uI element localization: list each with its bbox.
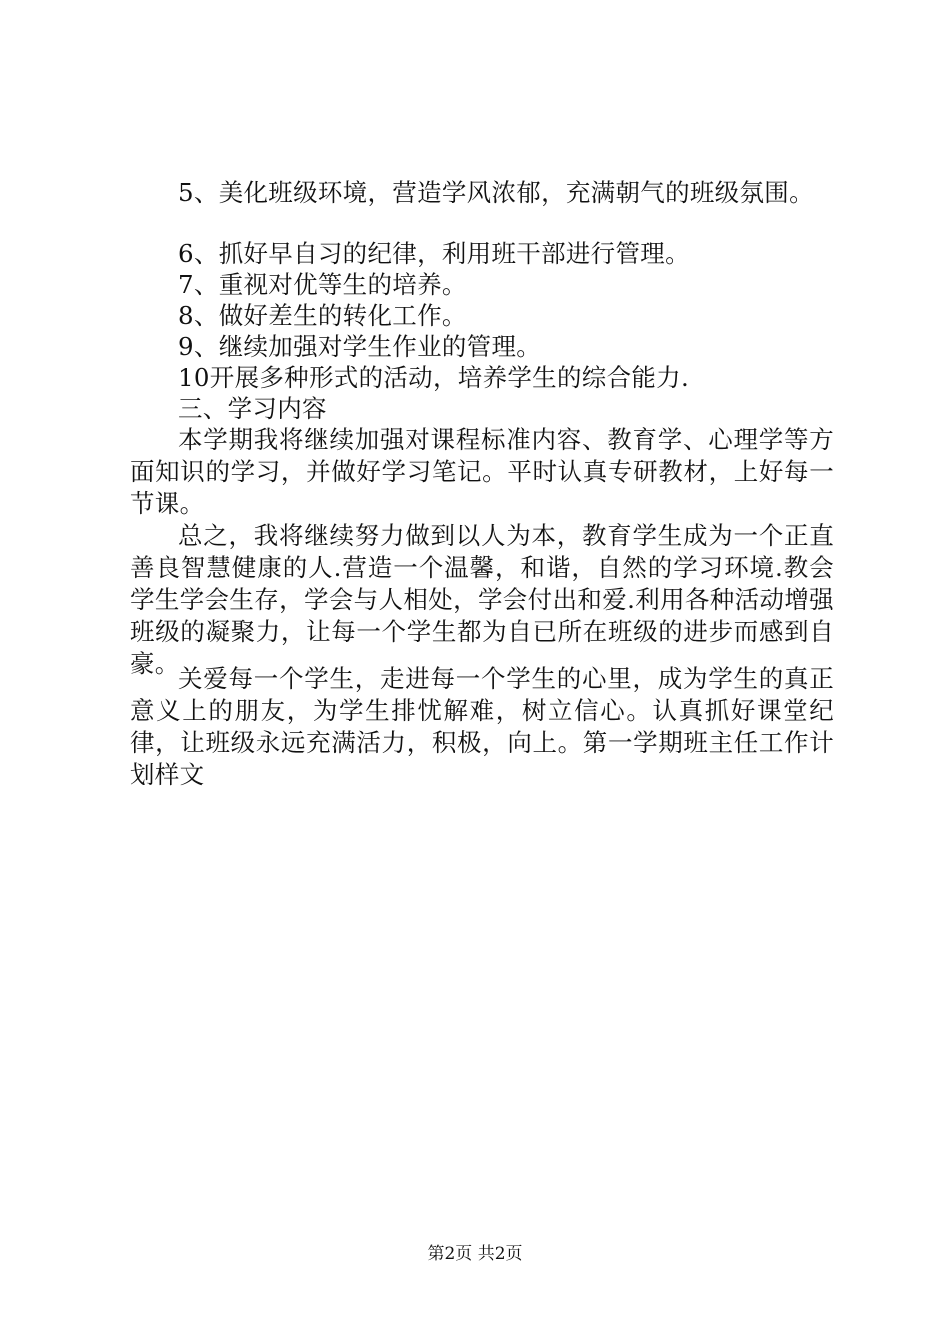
paragraph-summary: 总之，我将继续努力做到以人为本，教育学生成为一个正直善良智慧健康的人.营造一个温馨，和谐，自然的学习环境.教会学生学会生存，学会与人相处，学会付出和爱.利用各种活动增强班级的凝聚力，让每一个学生都为自已所在班级的进步而感到自豪。 [130, 521, 834, 678]
list-item: 5、美化班级环境，营造学风浓郁，充满朝气的班级氛围。 [178, 178, 814, 207]
section-heading: 三、学习内容 [178, 394, 327, 423]
paragraph-study: 本学期我将继续加强对课程标准内容、教育学、心理学等方面知识的学习，并做好学习笔记。平时认真专研教材，上好每一节课。 [130, 425, 834, 518]
list-item: 6、抓好早自习的纪律，利用班干部进行管理。 [178, 239, 690, 268]
list-item: 8、做好差生的转化工作。 [178, 301, 467, 330]
paragraph-care: 关爱每一个学生，走进每一个学生的心里，成为学生的真正意义上的朋友，为学生排忧解难，树立信心。认真抓好课堂纪律，让班级永远充满活力，积极，向上。第一学期班主任工作计划样文 [130, 664, 834, 789]
page-number: 第2页 共2页 [427, 1244, 523, 1264]
list-item: 7、重视对优等生的培养。 [178, 270, 467, 299]
list-item: 10开展多种形式的活动，培养学生的综合能力. [178, 363, 690, 392]
list-item: 9、继续加强对学生作业的管理。 [178, 332, 542, 361]
